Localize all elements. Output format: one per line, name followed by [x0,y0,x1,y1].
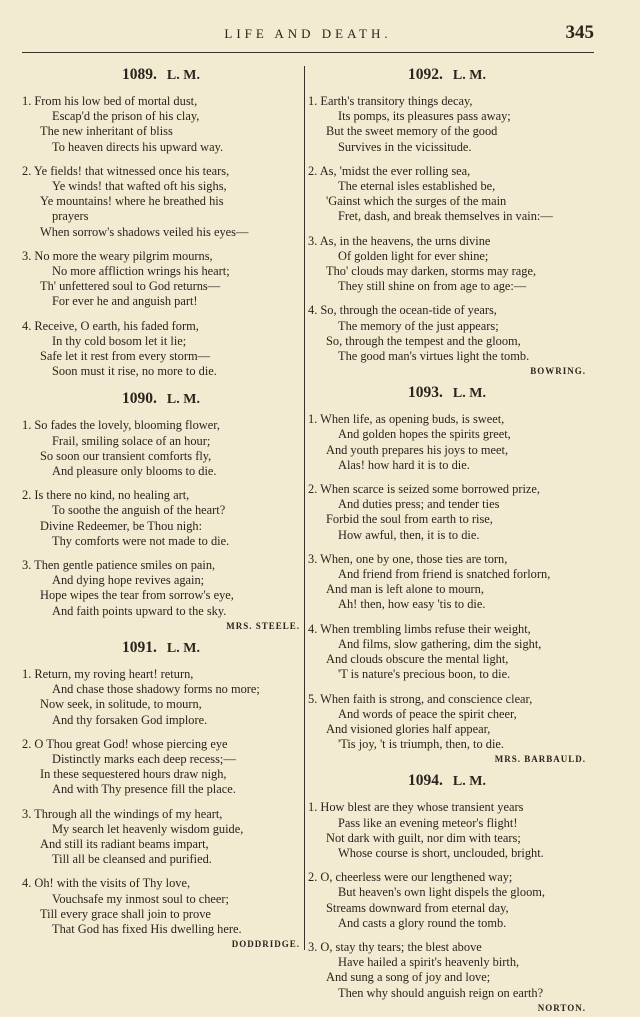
verse-line: Ye winds! that wafted oft his sighs, [52,179,227,194]
verse-line: And chase those shadowy forms no more; [52,682,260,697]
verse-line: But the sweet memory of the good [326,124,498,139]
page-header [22,22,594,50]
hymn-number: 1093. [408,384,443,402]
verse-line: 4. So, through the ocean-tide of years, [308,303,497,318]
verse-line: How awful, then, it is to die. [338,527,480,542]
verse-line: To heaven directs his upward way. [52,139,224,154]
stanza [22,94,300,155]
hymn-meter: L. M. [166,640,200,656]
verse-line: Safe let it rest from every storm— [40,349,210,364]
verse-line: Pass like an evening meteor's flight! [338,815,518,830]
verse-line: Fret, dash, and break themselves in vain:— [338,209,553,224]
verse-line: Frail, smiling solace of an hour; [52,433,211,448]
verse-line: Forbid the soul from earth to rise, [326,512,493,527]
stanza [308,303,586,364]
column-divider [304,66,305,950]
verse-line: 3. No more the weary pilgrim mourns, [22,248,213,263]
verse-line: And friend from friend is snatched forlorn, [338,567,551,582]
stanza [308,940,586,1001]
verse-line: To soothe the anguish of the heart? [52,503,226,518]
verse-line: Of golden light for ever shine; [338,248,489,263]
header-rule [22,52,594,53]
hymn-meter: L. M. [166,392,200,408]
verse-line: And dying hope revives again; [52,573,205,588]
verse-line: The good man's virtues light the tomb. [338,349,530,364]
verse-line: And films, slow gathering, dim the sight, [338,636,542,651]
stanza [22,319,300,380]
verse-line: Till every grace shall join to prove [40,906,211,921]
verse-line: Divine Redeemer, be Thou nigh: [40,518,203,533]
hymn-author: MRS. BARBAULD. [494,754,586,765]
hymn-block [22,388,300,632]
hymn-heading [308,770,586,792]
verse-line: And visioned glories half appear, [326,721,491,736]
left-column [22,60,300,953]
stanza [308,94,586,155]
stanza [22,488,300,549]
verse-line: The eternal isles established be, [338,179,496,194]
hymn-meter: L. M. [166,68,200,83]
verse-line: Till all be cleansed and purified. [52,852,212,867]
verse-line: Streams downward from eternal day, [326,900,509,915]
verse-line: So soon our transient comforts fly, [40,448,212,463]
verse-line: 2. Ye fields! that witnessed once his tears, [22,163,230,178]
verse-line: 1. So fades the lovely, blooming flower, [22,418,220,433]
verse-line: Th' unfettered soul to God returns— [40,279,221,294]
verse-line: Have hailed a spirit's heavenly birth, [338,955,520,970]
verse-line: 4. Receive, O earth, his faded form, [22,318,199,333]
stanza [308,622,586,683]
hymn-block [308,64,586,378]
stanza [22,164,300,240]
hymn-meter: L. M. [452,774,486,790]
hymn-author: NORTON. [537,1002,586,1013]
verse-line: In these sequestered hours draw nigh, [40,767,227,782]
verse-line: 2. As, 'midst the ever rolling sea, [308,163,471,178]
verse-line: For ever he and anguish part! [52,294,198,309]
verse-line: And casts a glory round the tomb. [338,915,507,930]
verse-line: Escap'd the prison of his clay, [52,109,200,124]
hymn-meter: L. M. [452,68,486,83]
verse-line: 3. Through all the windings of my heart, [22,806,223,821]
verse-line: Thy comforts were not made to die. [52,533,230,548]
verse-line: They still shine on from age to age:— [338,279,527,294]
hymn-block [22,64,300,379]
verse-line: Not dark with guilt, nor dim with tears; [326,830,521,845]
hymn-number: 1094. [408,772,443,790]
stanza [22,876,300,937]
hymn-heading [22,388,300,410]
verse-line: Vouchsafe my inmost soul to cheer; [52,891,229,906]
stanza [308,692,586,753]
verse-line: 3. As, in the heavens, the urns divine [308,233,491,248]
verse-line: And thy forsaken God implore. [52,712,208,727]
verse-line: prayers [52,209,89,224]
verse-line: And still its radiant beams impart, [40,836,209,851]
stanza [308,870,586,931]
verse-line: Ah! then, how easy 'tis to die. [338,597,486,612]
verse-line: 1. From his low bed of mortal dust, [22,94,198,108]
verse-line: 'T is nature's precious boon, to die. [338,667,511,682]
running-title: LIFE AND DEATH. [224,26,392,41]
verse-line: Whose course is short, unclouded, bright. [338,845,544,860]
hymn-heading [308,64,586,86]
verse-line: 3. O, stay thy tears; the blest above [308,939,482,954]
hymn-heading [308,382,586,404]
verse-line: Alas! how hard it is to die. [338,457,470,472]
hymn-author: BOWRING. [530,366,586,377]
verse-line: So, through the tempest and the gloom, [326,333,521,348]
stanza [308,234,586,295]
verse-line: Now seek, in solitude, to mourn, [40,697,202,712]
verse-line: 2. O Thou great God! whose piercing eye [22,736,228,751]
hymn-meter: L. M. [452,386,486,402]
hymn-number: 1092. [408,66,443,83]
verse-line: 2. When scarce is seized some borrowed prize, [308,482,541,497]
verse-line: 3. When, one by one, those ties are torn, [308,551,508,566]
verse-line: And with Thy presence fill the place. [52,782,236,797]
stanza [308,412,586,473]
stanza [308,482,586,543]
verse-line: And pleasure only blooms to die. [52,464,217,479]
verse-line: And duties press; and tender ties [338,497,500,512]
verse-line: No more affliction wrings his heart; [52,264,230,279]
hymn-number: 1089. [122,66,157,83]
hymn-heading [22,64,300,86]
verse-line: But heaven's own light dispels the gloom, [338,885,546,900]
verse-line: My search let heavenly wisdom guide, [52,821,244,836]
verse-line: 5. When faith is strong, and conscience clear, [308,691,533,706]
verse-line: 4. When trembling limbs refuse their weight, [308,621,531,636]
verse-line: And faith points upward to the sky. [52,603,227,618]
hymn-author: DODDRIDGE. [231,939,300,950]
verse-line: Its pomps, its pleasures pass away; [338,109,511,124]
stanza [22,558,300,619]
stanza [22,667,300,728]
verse-line: 'Tis joy, 't is triumph, then, to die. [338,737,505,752]
verse-line: Survives in the vicissitude. [338,139,472,154]
verse-line: 2. Is there no kind, no healing art, [22,488,190,503]
stanza [308,164,586,225]
verse-line: When sorrow's shadows veiled his eyes— [40,224,249,239]
verse-line: 1. Return, my roving heart! return, [22,666,194,681]
stanza [308,800,586,861]
verse-line: Hope wipes the tear from sorrow's eye, [40,588,234,603]
verse-line: The new inheritant of bliss [40,124,173,139]
verse-line: And man is left alone to mourn, [326,582,484,597]
stanza [22,807,300,868]
verse-line: 2. O, cheerless were our lengthened way; [308,870,513,885]
verse-line: 4. Oh! with the visits of Thy love, [22,876,191,891]
verse-line: That God has fixed His dwelling here. [52,921,242,936]
hymn-block [308,770,586,1014]
verse-line: 3. Then gentle patience smiles on pain, [22,558,216,573]
verse-line: 1. How blest are they whose transient years [308,800,524,815]
verse-line: 1. When life, as opening buds, is sweet, [308,412,505,427]
stanza [22,418,300,479]
stanza [308,552,586,613]
verse-line: 1. Earth's transitory things decay, [308,94,473,108]
hymn-number: 1091. [122,638,157,656]
verse-line: Ye mountains! where he breathed his [40,194,224,209]
verse-line: 'Gainst which the surges of the main [326,194,507,209]
hymn-author: MRS. STEELE. [226,620,300,631]
stanza [22,249,300,310]
stanza [22,737,300,798]
verse-line: And sung a song of joy and love; [326,970,491,985]
verse-line: And youth prepares his joys to meet, [326,442,509,457]
verse-line: And golden hopes the spirits greet, [338,427,511,442]
verse-line: The memory of the just appears; [338,318,499,333]
verse-line: Then why should anguish reign on earth? [338,985,544,1000]
hymn-block [308,382,586,766]
hymn-number: 1090. [122,390,157,408]
verse-line: In thy cold bosom let it lie; [52,333,187,348]
page-number: 345 [565,22,594,43]
hymn-heading [22,637,300,659]
hymn-block [22,637,300,951]
verse-line: And clouds obscure the mental light, [326,652,509,667]
verse-line: And words of peace the spirit cheer, [338,706,517,721]
verse-line: Tho' clouds may darken, storms may rage, [326,264,537,279]
right-column [308,60,586,1017]
verse-line: Distinctly marks each deep recess;— [52,751,236,766]
verse-line: Soon must it rise, no more to die. [52,364,217,379]
